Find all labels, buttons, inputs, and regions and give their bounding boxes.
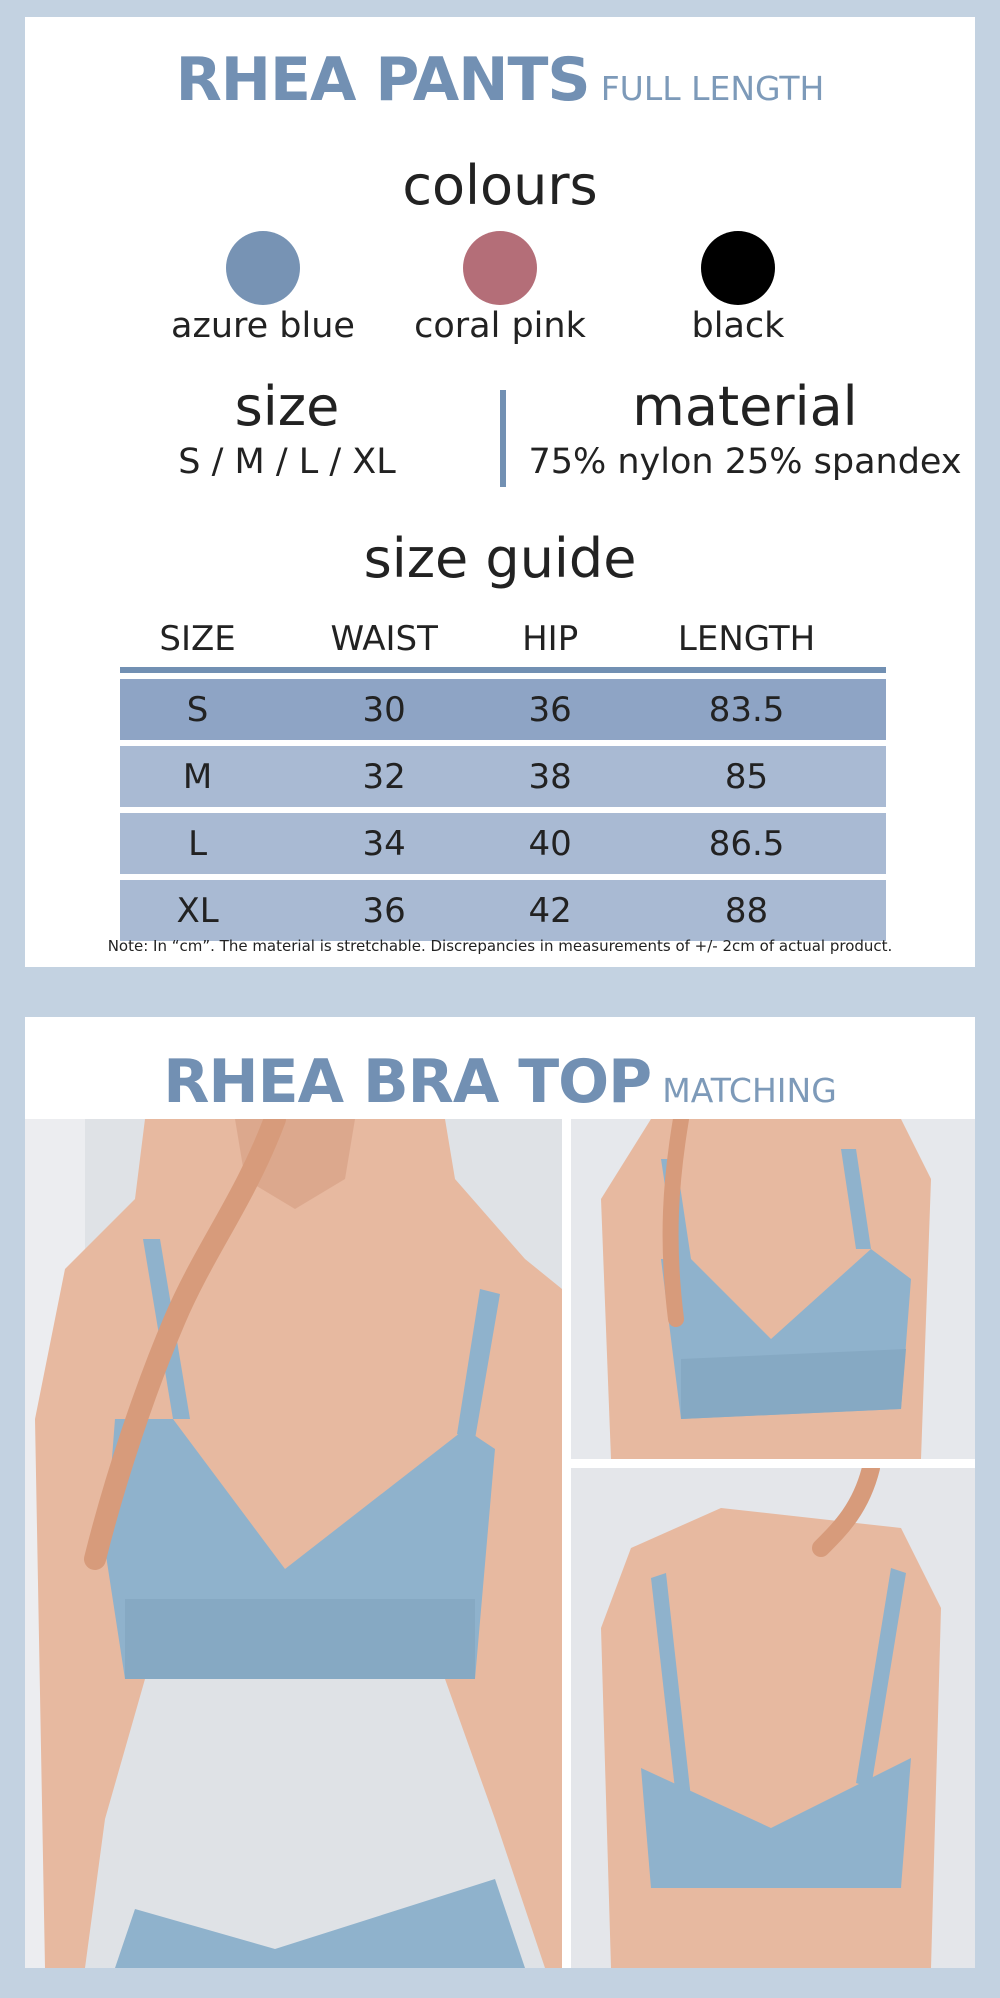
colour-swatch-black — [701, 231, 775, 305]
colour-swatch-coral-pink — [463, 231, 537, 305]
colour-swatch-azure-blue — [226, 231, 300, 305]
table-cell: 36 — [275, 880, 493, 941]
table-cell: 85 — [607, 746, 886, 807]
column-header-hip: HIP — [493, 613, 607, 673]
table-cell: XL — [120, 880, 275, 941]
column-header-waist: WAIST — [275, 613, 493, 673]
table-cell: 40 — [493, 813, 607, 874]
table-row — [120, 679, 886, 740]
bra-title-sub: MATCHING — [662, 1071, 837, 1110]
pants-info-card — [25, 17, 975, 967]
colour-label-azure-blue: azure blue — [171, 306, 355, 346]
colour-label-black: black — [691, 306, 785, 346]
column-header-size: SIZE — [120, 613, 275, 673]
table-cell: 30 — [275, 679, 493, 740]
bra-front-closeup-photo — [25, 1119, 562, 1968]
table-cell: L — [120, 813, 275, 874]
column-header-length: LENGTH — [607, 613, 886, 673]
size-value: S / M / L / XL — [178, 442, 396, 482]
table-cell: S — [120, 679, 275, 740]
material-value: 75% nylon 25% spandex — [528, 442, 962, 482]
colour-label-coral-pink: coral pink — [414, 306, 586, 346]
size-guide-table — [120, 607, 886, 947]
table-cell: 83.5 — [607, 679, 886, 740]
bra-back-view-photo — [571, 1468, 975, 1968]
table-row — [120, 880, 886, 941]
info-divider — [500, 390, 506, 487]
bra-side-angle-photo — [571, 1119, 975, 1459]
material-heading: material — [632, 375, 858, 438]
table-cell: 32 — [275, 746, 493, 807]
table-cell: 36 — [493, 679, 607, 740]
table-cell: 86.5 — [607, 813, 886, 874]
table-cell: 88 — [607, 880, 886, 941]
size-guide-heading: size guide — [363, 527, 637, 590]
pants-title — [25, 45, 975, 115]
table-header-row — [120, 613, 886, 673]
table-cell: 38 — [493, 746, 607, 807]
size-heading: size — [234, 375, 340, 438]
measurement-note: Note: In “cm”. The material is stretchable. Discrepancies in measurements of +/- 2cm of actual product. — [107, 937, 893, 955]
bra-top-card — [25, 1017, 975, 1968]
bra-title — [25, 1047, 975, 1117]
table-row — [120, 813, 886, 874]
bra-title-main: RHEA BRA TOP — [163, 1047, 652, 1117]
table-cell: 42 — [493, 880, 607, 941]
pants-title-sub: FULL LENGTH — [600, 69, 825, 108]
table-row — [120, 746, 886, 807]
table-cell: 34 — [275, 813, 493, 874]
table-cell: M — [120, 746, 275, 807]
pants-title-main: RHEA PANTS — [175, 45, 590, 115]
colours-heading: colours — [402, 154, 598, 217]
